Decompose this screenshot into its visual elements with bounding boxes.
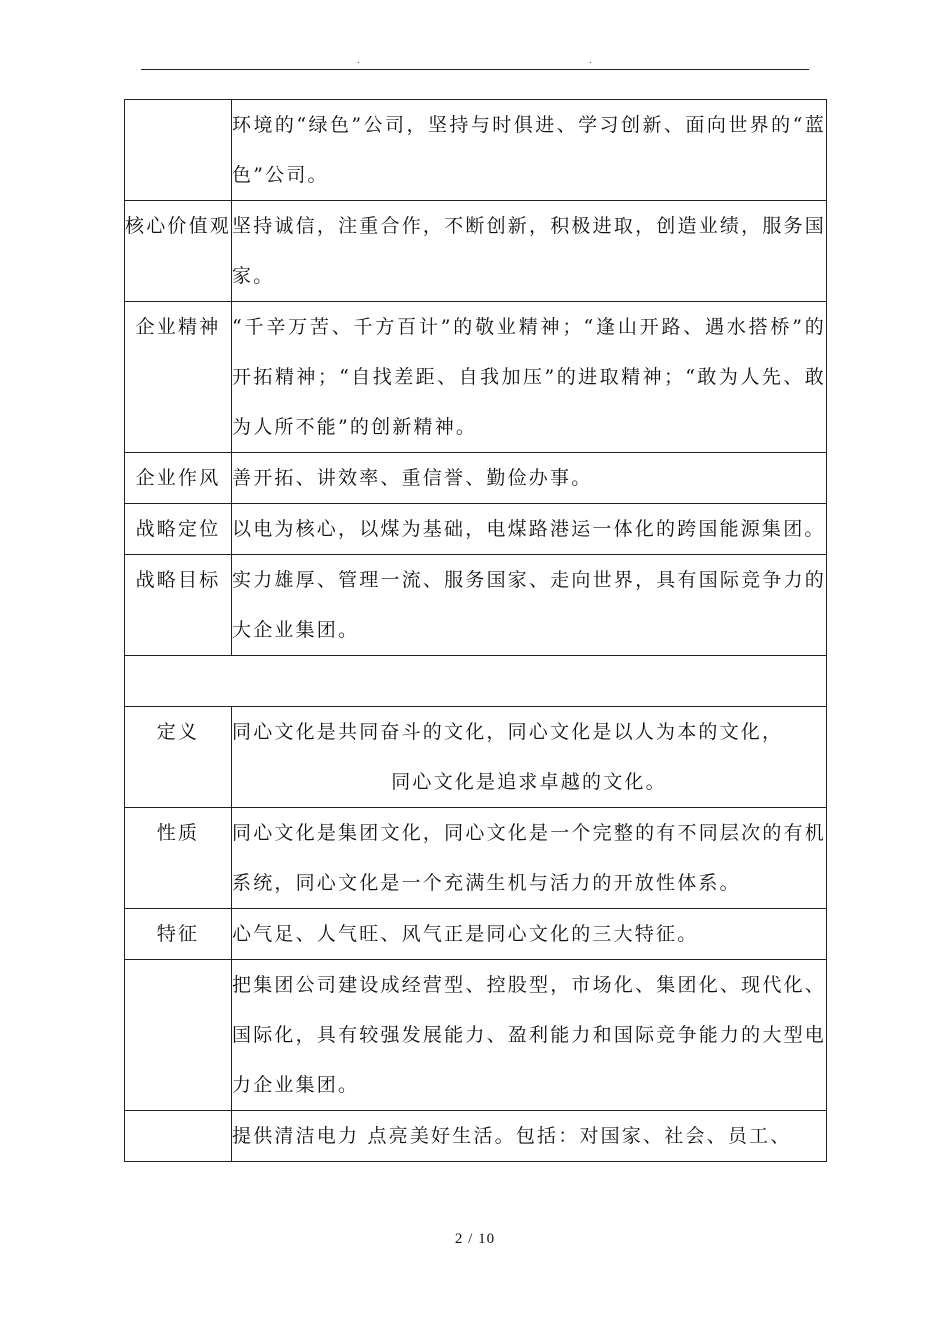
row-content: 善开拓、讲效率、重信誉、勤俭办事。 bbox=[232, 453, 827, 504]
row-label bbox=[125, 960, 232, 1111]
table-row bbox=[125, 453, 827, 504]
row-label: 企业精神 bbox=[125, 302, 232, 453]
table-row bbox=[125, 201, 827, 302]
row-label: 企业作风 bbox=[125, 453, 232, 504]
row-label: 战略定位 bbox=[125, 504, 232, 555]
table-row bbox=[125, 100, 827, 201]
table-row-blank bbox=[125, 656, 827, 707]
row-content bbox=[232, 707, 827, 808]
table-row bbox=[125, 909, 827, 960]
table-row bbox=[125, 808, 827, 909]
header-rule bbox=[141, 69, 809, 70]
row-content: 把集团公司建设成经营型、控股型，市场化、集团化、现代化、国际化，具有较强发展能力、盈利能力和国际竞争能力的大型电力企业集团。 bbox=[232, 960, 827, 1111]
row-content: 实力雄厚、管理一流、服务国家、走向世界，具有国际竞争力的大企业集团。 bbox=[232, 555, 827, 656]
table-row bbox=[125, 555, 827, 656]
blank-section-row bbox=[125, 656, 827, 707]
row-label bbox=[125, 1111, 232, 1162]
row-content: 心气足、人气旺、风气正是同心文化的三大特征。 bbox=[232, 909, 827, 960]
row-content: 坚持诚信，注重合作，不断创新，积极进取，创造业绩，服务国家。 bbox=[232, 201, 827, 302]
definition-line-1: 同心文化是共同奋斗的文化，同心文化是以人为本的文化， bbox=[232, 721, 784, 743]
row-content: “千辛万苦、千方百计”的敬业精神；“逢山开路、遇水搭桥”的开拓精神；“自找差距、自我加压”的进取精神；“敢为人先、敢为人所不能”的创新精神。 bbox=[232, 302, 827, 453]
table-row bbox=[125, 504, 827, 555]
row-content: 环境的“绿色”公司，坚持与时俱进、学习创新、面向世界的“蓝色”公司。 bbox=[232, 100, 827, 201]
row-label: 战略目标 bbox=[125, 555, 232, 656]
row-label: 性质 bbox=[125, 808, 232, 909]
row-label bbox=[125, 100, 232, 201]
table-row bbox=[125, 1111, 827, 1162]
row-label: 特征 bbox=[125, 909, 232, 960]
row-content: 提供清洁电力 点亮美好生活。包括：对国家、社会、员工、 bbox=[232, 1111, 827, 1162]
row-label: 核心价值观 bbox=[125, 201, 232, 302]
definition-line-2: 同心文化是追求卓越的文化。 bbox=[391, 771, 667, 793]
header-dot-left: . bbox=[357, 56, 360, 66]
table-row bbox=[125, 960, 827, 1111]
table-row bbox=[125, 302, 827, 453]
page-number: 2 / 10 bbox=[454, 1231, 496, 1247]
row-label: 定义 bbox=[125, 707, 232, 808]
row-content: 同心文化是集团文化，同心文化是一个完整的有不同层次的有机系统，同心文化是一个充满生机与活力的开放性体系。 bbox=[232, 808, 827, 909]
row-content: 以电为核心，以煤为基础，电煤路港运一体化的跨国能源集团。 bbox=[232, 504, 827, 555]
header-dot-right: . bbox=[589, 56, 592, 66]
table-row bbox=[125, 707, 827, 808]
culture-table bbox=[124, 99, 827, 1162]
